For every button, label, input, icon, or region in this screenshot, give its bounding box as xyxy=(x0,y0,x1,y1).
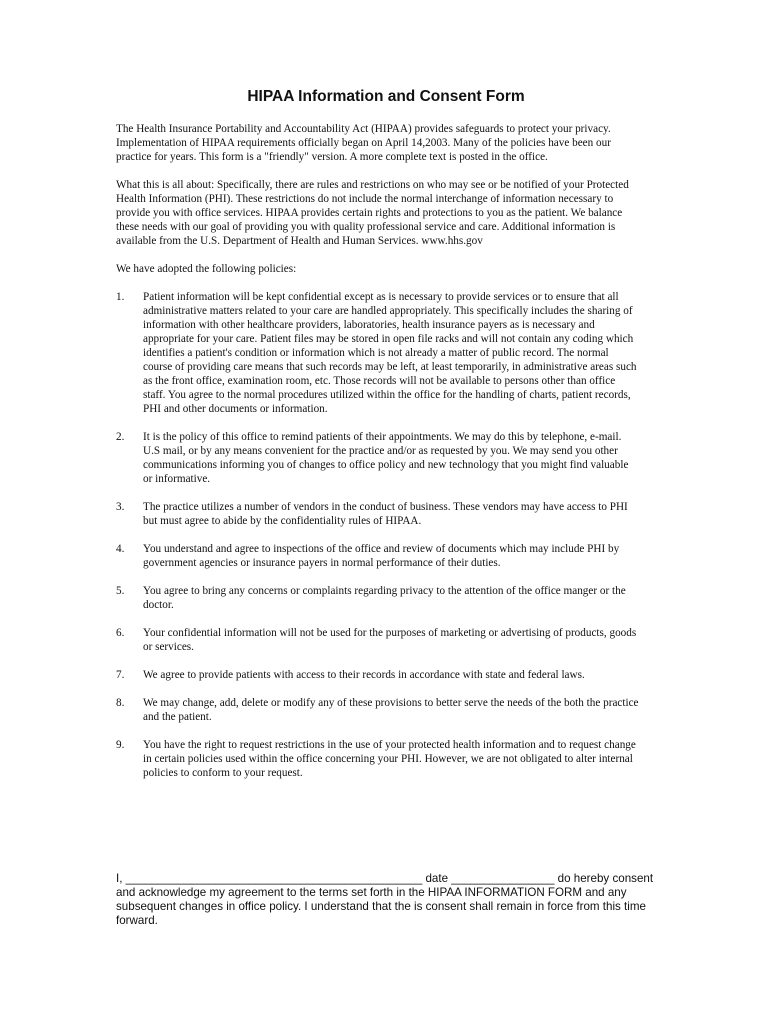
policy-text: It is the policy of this office to remind patients of their appointments. We may do this by telephone, e-mail. U.S mail, or by any means convenient for the practice and/or as requested by you. We may send you other communications informing you of changes to office policy and new technology that you might find valuable or informative. xyxy=(143,431,629,485)
policy-item xyxy=(116,542,646,570)
consent-statement: I, ______________________________________________ date ________________ do hereby consent and acknowledge my agreement to the terms set forth in the HIPAA INFORMATION FORM and any subsequent changes in office policy. I understand that the is consent shall remain in force from this time forward. xyxy=(116,871,654,927)
policy-number: 7. xyxy=(116,669,125,681)
policy-text: You have the right to request restrictions in the use of your protected health information and to request change in certain policies used within the office concerning your PHI. However, we are not obligated to alter internal policies to conform to your request. xyxy=(143,739,636,779)
policy-number: 4. xyxy=(116,543,125,555)
intro-paragraph: The Health Insurance Portability and Accountability Act (HIPAA) provides safeguards to protect your privacy. Implementation of HIPAA requirements officially began on April 14,2003. Many of the policies have been our practice for years. This form is a "friendly" version. A more complete text is posted in the office. xyxy=(116,123,611,163)
policy-item xyxy=(116,668,646,682)
policy-text: We agree to provide patients with access to their records in accordance with state and federal laws. xyxy=(143,669,585,681)
policy-item xyxy=(116,696,646,724)
policy-text: The practice utilizes a number of vendors in the conduct of business. These vendors may have access to PHI but must agree to abide by the confidentiality rules of HIPAA. xyxy=(143,501,628,527)
policy-number: 2. xyxy=(116,431,125,443)
policy-text: Your confidential information will not be used for the purposes of marketing or advertising of products, goods or services. xyxy=(143,627,637,653)
policy-text: You agree to bring any concerns or complaints regarding privacy to the attention of the office manger or the doctor. xyxy=(143,585,626,611)
policy-text: Patient information will be kept confidential except as is necessary to provide services or to ensure that all administrative matters related to your care are handled appropriately. This specifically includes the sharing of information with other healthcare providers, laboratories, health insurance payers as is necessary and appropriate for your care. Patient files may be stored in open file racks and will not contain any coding which identifies a patient's condition or information which is not already a matter of public record. The normal course of providing care means that such records may be left, at least temporarily, in administrative areas such as the front office, examination room, etc. Those records will not be available to persons other than office staff. You agree to the normal procedures utilized within the office for the handling of charts, patient records, PHI and other documents or information. xyxy=(143,291,637,415)
document-title: HIPAA Information and Consent Form xyxy=(247,88,525,105)
policy-number: 1. xyxy=(116,291,125,303)
policy-item xyxy=(116,500,646,528)
policy-list xyxy=(116,290,646,780)
policy-number: 3. xyxy=(116,501,125,513)
policy-item xyxy=(116,738,646,780)
policy-text: You understand and agree to inspections of the office and review of documents which may include PHI by government agencies or insurance payers in normal performance of their duties. xyxy=(143,543,620,569)
policy-number: 5. xyxy=(116,585,125,597)
policies-heading: We have adopted the following policies: xyxy=(116,263,297,275)
about-paragraph: What this is all about: Specifically, there are rules and restrictions on who may see or be notified of your Protected Health Information (PHI). These restrictions do not include the normal interchange of information necessary to provide you with office services. HIPAA provides certain rights and protections to you as the patient. We balance these needs with our goal of providing you with quality professional service and care. Additional information is available from the U.S. Department of Health and Human Services. www.hhs.gov xyxy=(116,179,629,247)
policy-number: 8. xyxy=(116,697,125,709)
document-page xyxy=(116,88,646,794)
policy-item xyxy=(116,290,646,416)
policy-text: We may change, add, delete or modify any of these provisions to better serve the needs of the both the practice and the patient. xyxy=(143,697,639,723)
policy-item xyxy=(116,430,646,486)
policy-item xyxy=(116,584,646,612)
policy-number: 9. xyxy=(116,739,125,751)
policy-number: 6. xyxy=(116,627,125,639)
policy-item xyxy=(116,626,646,654)
